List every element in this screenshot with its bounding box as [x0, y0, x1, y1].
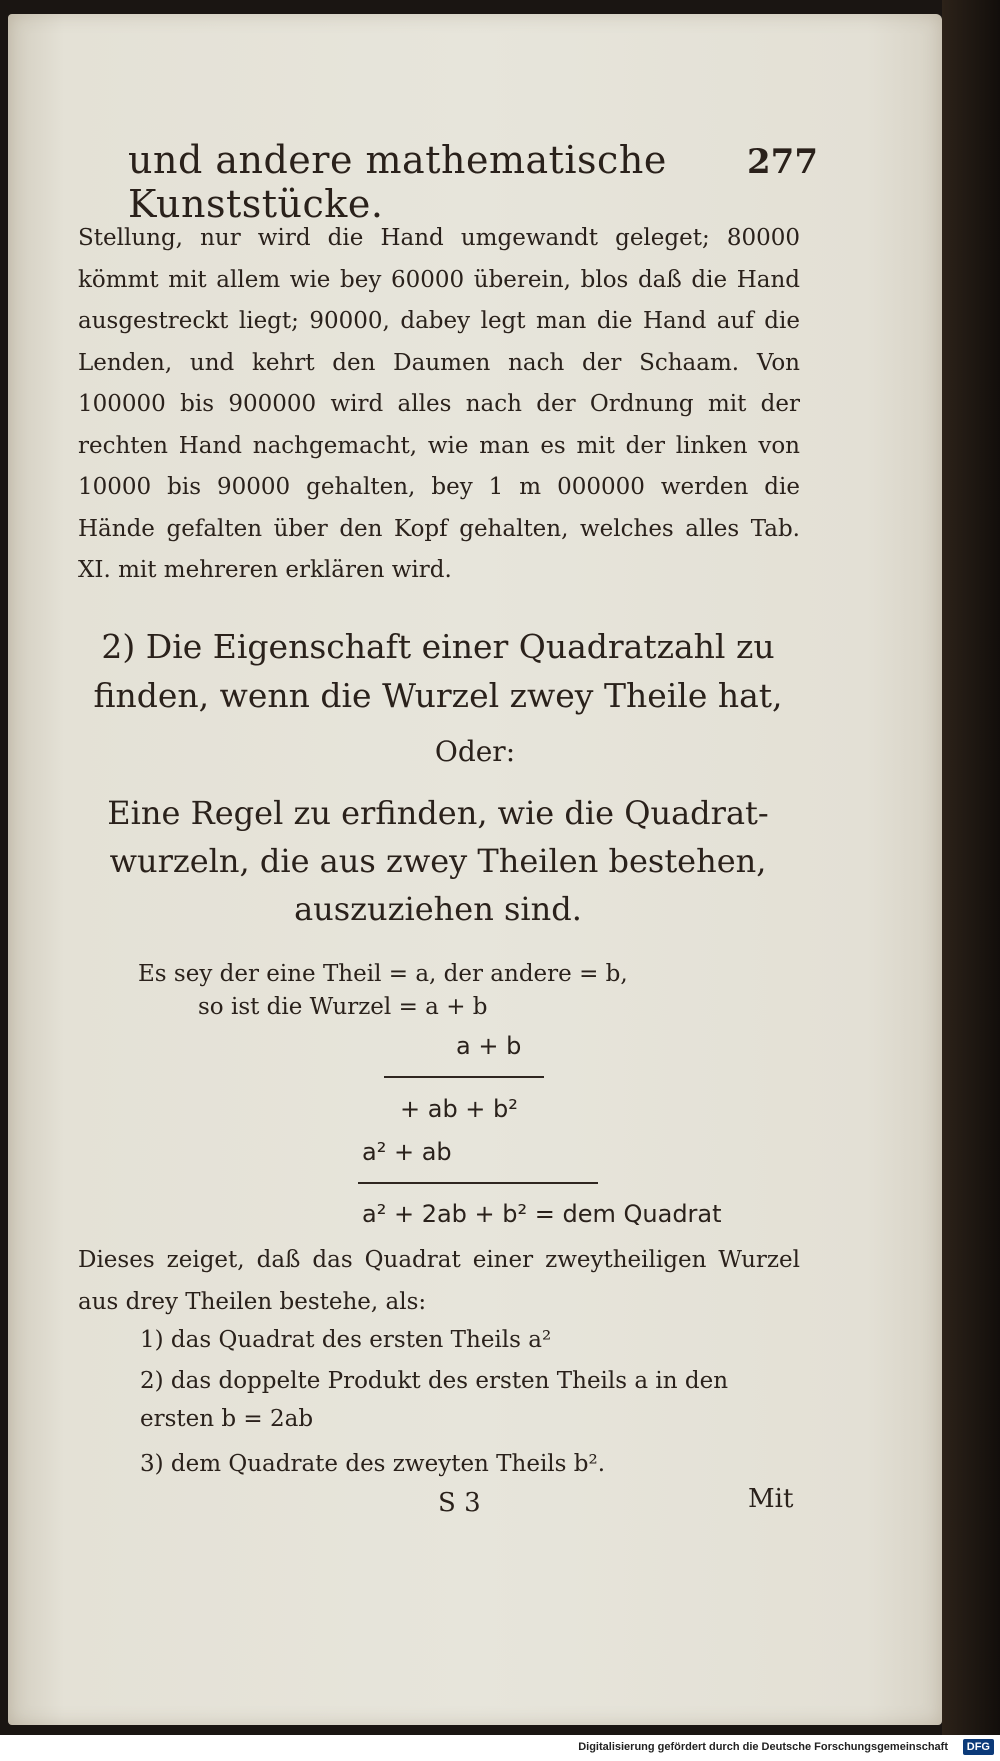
multiplier-line: a + b [456, 1032, 522, 1060]
multiplication-rule [384, 1076, 544, 1078]
paragraph-2: Dieses zeiget, daß das Quadrat einer zweytheiligen Wurzel aus drey Theilen bestehe, als: [78, 1247, 800, 1315]
math-intro-line-2: so ist die Wurzel = a + b [198, 994, 488, 1020]
partial-product-1: + ab + b² [400, 1095, 518, 1123]
running-title: und andere mathematische Kunststücke. [128, 138, 667, 226]
math-intro-line-1: Es sey der eine Theil = a, der andere = b, [138, 961, 628, 987]
list-item: 3) dem Quadrate des zweyten Theils b². [140, 1451, 606, 1477]
paragraph-1: Stellung, nur wird die Hand umgewandt geleget; 80000 kömmt mit allem wie bey 60000 überein, blos daß die Hand ausgestreckt liegt; 90000, dabey legt man die Hand auf die Lenden, und kehrt den Daumen nach der Schaam. Von 100000 bis 900000 wird alles nach der Ordnung mit der rechten Hand nachgemacht, wie man es mit der linken von 10000 bis 90000 gehalten, bey 1 m 000000 werden die Hände gefalten über den Kopf gehalten, welches alles Tab. XI. mit mehreren erklären wird. [78, 225, 800, 583]
catchword: Mit [748, 1484, 794, 1514]
page-edge-shadow [942, 0, 1000, 1735]
partial-product-2: a² + ab [362, 1138, 452, 1166]
list-item: 1) das Quadrat des ersten Theils a² [140, 1327, 552, 1353]
footer-credit: Digitalisierung gefördert durch die Deutsche Forschungsgemeinschaft [578, 1741, 948, 1753]
result-line: a² + 2ab + b² = dem Quadrat [362, 1200, 722, 1228]
footer-bar [0, 1735, 1000, 1761]
page-header [128, 138, 818, 226]
book-page [8, 14, 942, 1725]
sum-rule [358, 1182, 598, 1184]
signature-mark: S 3 [438, 1488, 481, 1518]
section-heading: 2) Die Eigenschaft einer Quadratzahl zu finden, wenn die Wurzel zwey Theile hat, [93, 627, 783, 715]
heading-or: Oder: [434, 735, 516, 768]
dfg-logo: DFG [963, 1739, 994, 1755]
list-item: 2) das doppelte Produkt des ersten Theils a in den ersten b = 2ab [140, 1368, 729, 1432]
section-subheading: Eine Regel zu erfinden, wie die Quadrat- wurzeln, die aus zwey Theilen bestehen, auszuziehen sind. [107, 794, 769, 928]
page-number: 277 [747, 142, 818, 182]
